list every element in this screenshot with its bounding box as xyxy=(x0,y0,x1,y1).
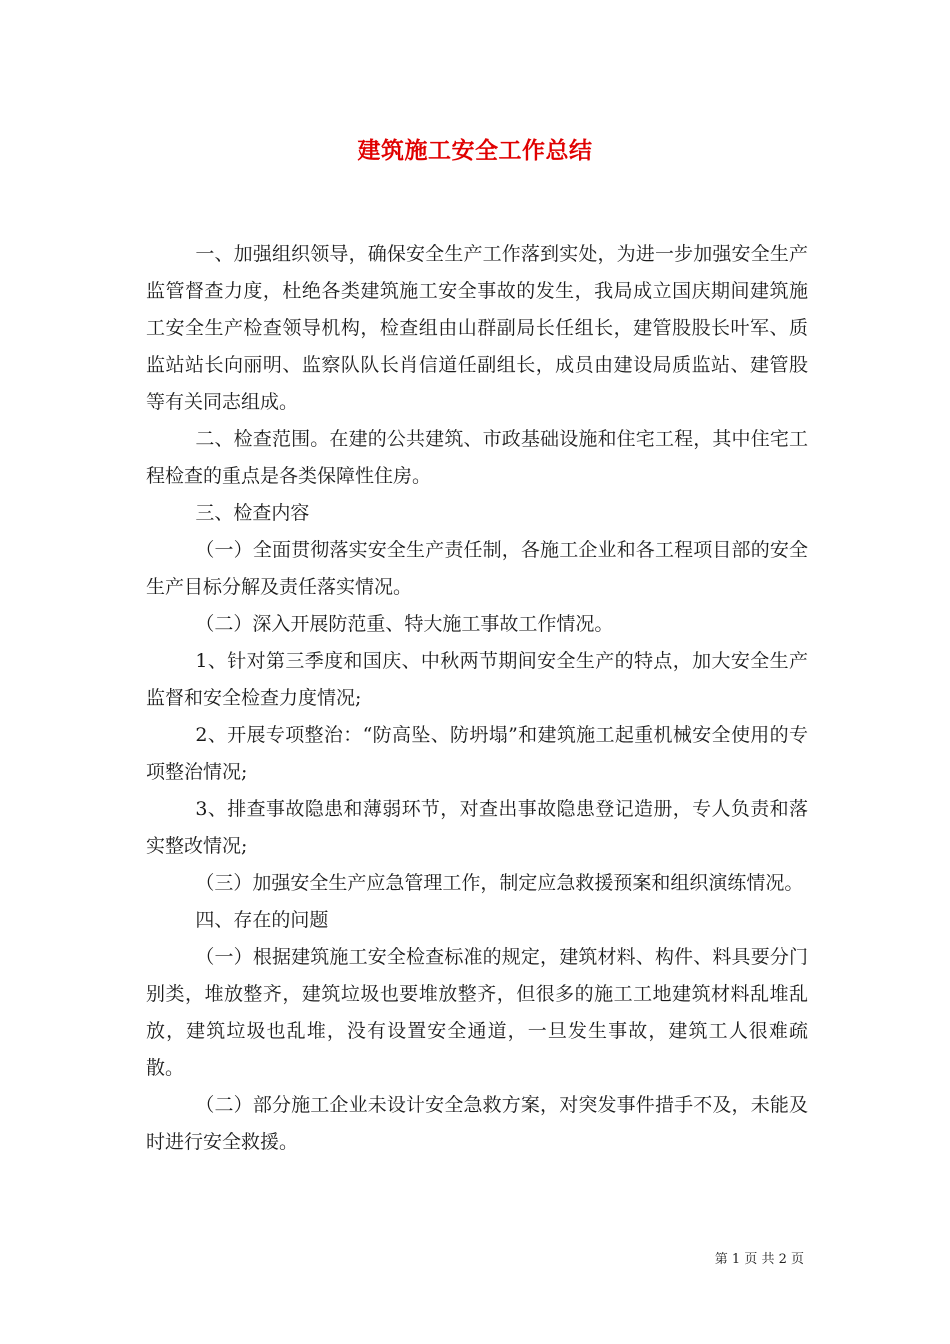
paragraph-item-3: 3、排查事故隐患和薄弱环节，对查出事故隐患登记造册，专人负责和落实整改情况; xyxy=(146,798,808,857)
document-body xyxy=(146,236,808,1161)
heading-problems: 四、存在的问题 xyxy=(195,909,329,931)
page-number: 第 1 页 共 2 页 xyxy=(714,1252,804,1267)
paragraph-content-3: （三）加强安全生产应急管理工作，制定应急救援预案和组织演练情况。 xyxy=(195,872,804,894)
paragraph-item-1: 1、针对第三季度和国庆、中秋两节期间安全生产的特点，加大安全生产监督和安全检查力度情况; xyxy=(146,650,808,709)
paragraph-content-1: （一）全面贯彻落实安全生产责任制，各施工企业和各工程项目部的安全生产目标分解及责任落实情况。 xyxy=(146,539,808,598)
paragraph-problem-2: （二）部分施工企业未设计安全急救方案，对突发事件措手不及，未能及时进行安全救援。 xyxy=(146,1094,808,1153)
document-title: 建筑施工安全工作总结 xyxy=(357,137,593,164)
heading-content: 三、检查内容 xyxy=(195,502,310,524)
paragraph-scope: 二、检查范围。在建的公共建筑、市政基础设施和住宅工程，其中住宅工程检查的重点是各类保障性住房。 xyxy=(146,428,808,487)
paragraph-problem-1: （一）根据建筑施工安全检查标准的规定，建筑材料、构件、料具要分门别类，堆放整齐，建筑垃圾也要堆放整齐，但很多的施工工地建筑材料乱堆乱放，建筑垃圾也乱堆，没有设置安全通道，一旦发生事故，建筑工人很难疏散。 xyxy=(146,946,808,1079)
paragraph-organization: 一、加强组织领导，确保安全生产工作落到实处，为进一步加强安全生产监管督查力度，杜绝各类建筑施工安全事故的发生，我局成立国庆期间建筑施工安全生产检查领导机构，检查组由山群副局长任组长，建管股股长叶军、质监站站长向丽明、监察队队长肖信道任副组长，成员由建设局质监站、建管股等有关同志组成。 xyxy=(146,243,808,413)
paragraph-item-2: 2、开展专项整治：“防高坠、防坍塌”和建筑施工起重机械安全使用的专项整治情况; xyxy=(146,724,808,783)
paragraph-content-2: （二）深入开展防范重、特大施工事故工作情况。 xyxy=(195,613,614,635)
